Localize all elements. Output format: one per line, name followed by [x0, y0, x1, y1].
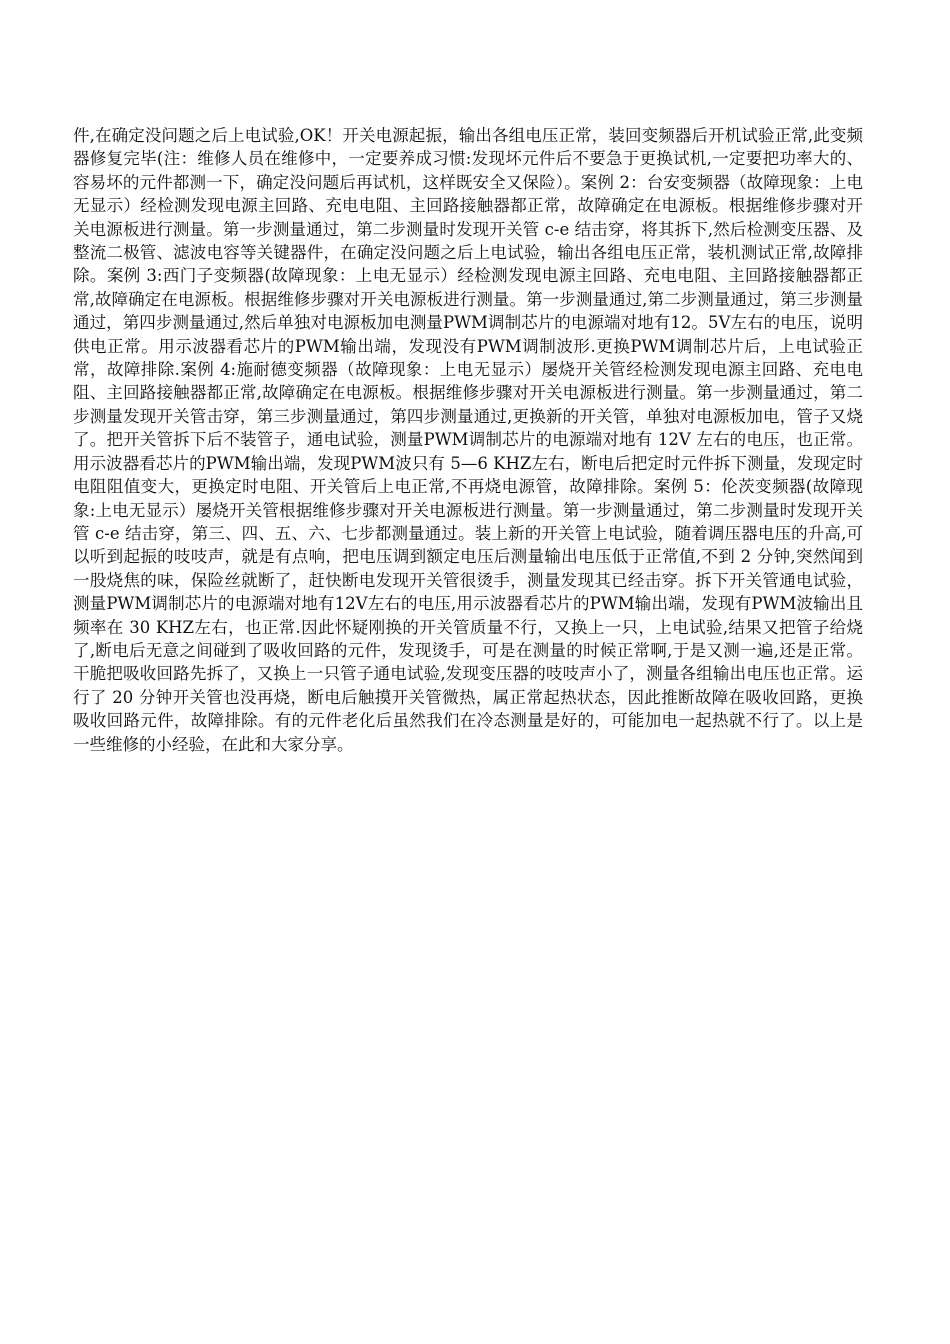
body-paragraph: 件,在确定没问题之后上电试验,OK！开关电源起振，输出各组电压正常，装回变频器后开机试验正常,此变频器修复完毕(注：维修人员在维修中，一定要养成习惯:发现坏元件后不要急于更换试机,一定要把功率大的、容易坏的元件都测一下，确定没问题后再试机，这样既安全又保险）。案例 2：台安变频器（故障现象：上电无显示）经检测发现电源主回路、充电电阻、主回路接触器都正常，故障确定在电源板。根据维修步骤对开关电源板进行测量。第一步测量通过，第二步测量时发现开关管 c-e 结击穿，将其拆下,然后检测变压器、及整流二极管、滤波电容等关键器件，在确定没问题之后上电试验，输出各组电压正常，装机测试正常,故障排除。案例 3:西门子变频器(故障现象：上电无显示）经检测发现电源主回路、充电电阻、主回路接触器都正常,故障确定在电源板。根据维修步骤对开关电源板进行测量。第一步测量通过,第二步测量通过，第三步测量通过，第四步测量通过,然后单独对电源板加电测量PWM调制芯片的电源端对地有12。5V左右的电压，说明供电正常。用示波器看芯片的PWM输出端，发现没有PWM调制波形.更换PWM调制芯片后，上电试验正常，故障排除.案例 4:施耐德变频器（故障现象：上电无显示）屡烧开关管经检测发现电源主回路、充电电阻、主回路接触器都正常,故障确定在电源板。根据维修步骤对开关电源板进行测量。第一步测量通过，第二步测量发现开关管击穿，第三步测量通过，第四步测量通过,更换新的开关管，单独对电源板加电，管子又烧了。把开关管拆下后不装管子，通电试验，测量PWM调制芯片的电源端对地有 12V 左右的电压，也正常。用示波器看芯片的PWM输出端，发现PWM波只有 5—6 KHZ左右，断电后把定时元件拆下测量，发现定时电阻阻值变大，更换定时电阻、开关管后上电正常,不再烧电源管，故障排除。案例 5：伦茨变频器(故障现象:上电无显示）屡烧开关管根据维修步骤对开关电源板进行测量。第一步测量通过，第二步测量时发现开关管 c-e 结击穿，第三、四、五、六、七步都测量通过。装上新的开关管上电试验，随着调压器电压的升高,可以听到起振的吱吱声，就是有点响，把电压调到额定电压后测量输出电压低于正常值,不到 2 分钟,突然闻到一股烧焦的味，保险丝就断了，赶快断电发现开关管很烫手，测量发现其已经击穿。拆下开关管通电试验，测量PWM调制芯片的电源端对地有12V左右的电压,用示波器看芯片的PWM输出端，发现有PWM波输出且频率在 30 KHZ左右，也正常.因此怀疑刚换的开关管质量不行，又换上一只，上电试验,结果又把管子给烧了,断电后无意之间碰到了吸收回路的元件，发现烫手，可是在测量的时候正常啊,于是又测一遍,还是正常。干脆把吸收回路先拆了，又换上一只管子通电试验,发现变压器的吱吱声小了，测量各组输出电压也正常。运行了 20 分钟开关管也没再烧，断电后触摸开关管微热，属正常起热状态，因此推断故障在吸收回路，更换吸收回路元件，故障排除。有的元件老化后虽然我们在冷态测量是好的，可能加电一起热就不行了。以上是一些维修的小经验，在此和大家分享。: [73, 126, 863, 754]
